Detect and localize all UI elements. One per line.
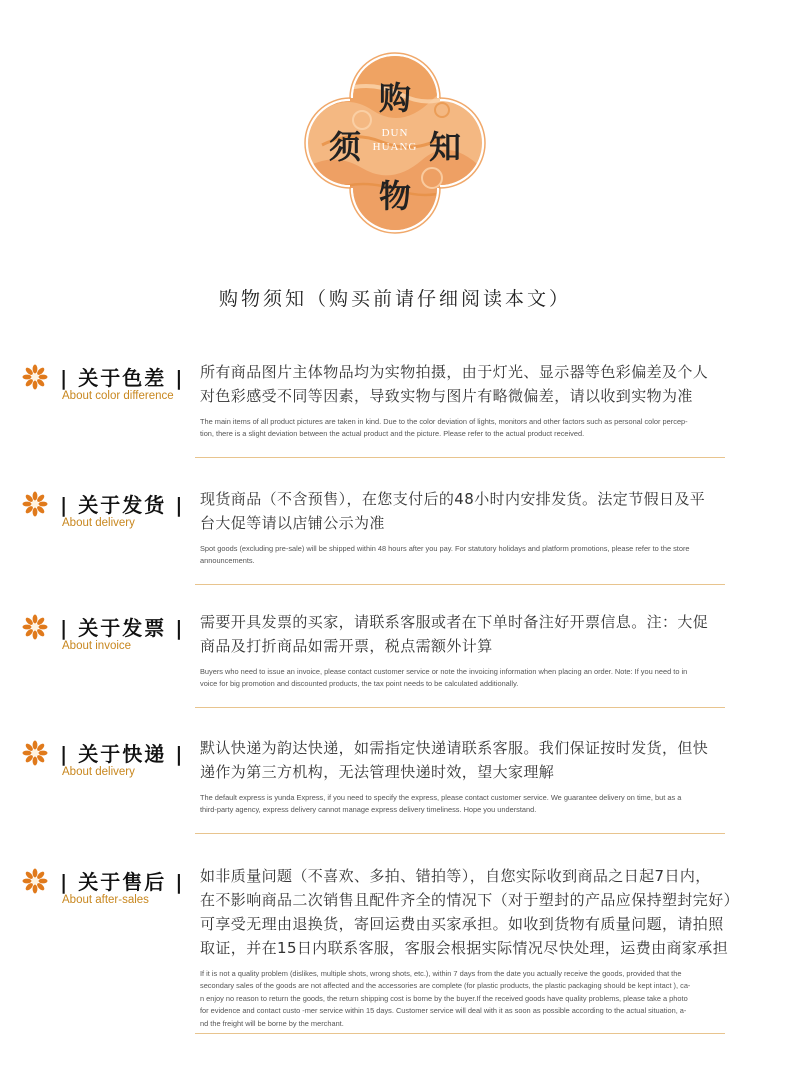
section-subtitle: About invoice bbox=[62, 640, 132, 652]
flower-icon bbox=[22, 740, 48, 766]
section-title: | 关于发货 | bbox=[60, 493, 185, 517]
section-subtitle: About after-sales bbox=[62, 894, 149, 906]
flower-icon bbox=[22, 364, 48, 390]
body-cn-line: 可享受无理由退换货，寄回运费由买家承担。如收到货物有质量问题，请拍照 bbox=[200, 915, 724, 933]
flower-icon bbox=[22, 491, 48, 517]
divider bbox=[195, 833, 725, 834]
logo-char-left: 须 bbox=[328, 128, 362, 166]
body-cn-line: 如非质量问题（不喜欢、多拍、错拍等），自您实际收到商品之日起7日内， bbox=[200, 867, 711, 885]
body-en-line: If it is not a quality problem (dislikes, multiple shots, wrong shots, etc.), within 7 days from the date you actually receive the goods, provided that the bbox=[200, 969, 682, 978]
body-en-line: The default express is yunda Express, if you need to specify the express, please contact customer service. We guarantee delivery on time, but as a bbox=[200, 793, 682, 802]
divider bbox=[195, 584, 725, 585]
section-subtitle: About delivery bbox=[62, 517, 135, 529]
section-title: | 关于售后 | bbox=[60, 870, 185, 894]
flower-icon bbox=[22, 868, 48, 894]
body-en-line: for evidence and contact custo -mer service within 15 days. Customer service will deal with it as soon as possible according to the actual situation, a- bbox=[200, 1006, 687, 1016]
section-title: | 关于色差 | bbox=[60, 366, 185, 390]
body-en-line: secondary sales of the goods are not affected and the accessories are complete (for plastic products, the plastic packaging should be kept intact ), ca- bbox=[200, 981, 691, 991]
body-cn-line: 在不影响商品二次销售且配件齐全的情况下（对于塑封的产品应保持塑封完好） bbox=[200, 891, 740, 909]
logo-char-top: 购 bbox=[378, 79, 412, 117]
body-en-line: The main items of all product pictures are taken in kind. Due to the color deviation of lights, monitors and other factors such as personal color percep- bbox=[200, 417, 688, 426]
logo-latin-line1: DUN bbox=[381, 127, 409, 139]
body-en bbox=[200, 968, 755, 1030]
page-title: 购物须知（购买前请仔细阅读本文） bbox=[218, 288, 571, 310]
body-en-line: third-party agency, express delivery cannot manage express delivery timeliness. Hope you understand. bbox=[200, 805, 537, 815]
body-en-line: n enjoy no reason to return the goods, the return shipping cost is borne by the buyer.If the received goods have quality problems, please take a photo bbox=[200, 993, 688, 1003]
body-cn-line: 对色彩感受不同等因素，导致实物与图片有略微偏差，请以收到实物为准 bbox=[200, 387, 693, 405]
body-cn-line: 现货商品（不含预售），在您支付后的48小时内安排发货。法定节假日及平 bbox=[200, 490, 706, 508]
body-cn-line: 取证，并在15日内联系客服，客服会根据实际情况尽快处理，运费由商家承担 bbox=[200, 939, 729, 957]
body-en-line: announcements. bbox=[200, 556, 255, 566]
body-cn-line: 商品及打折商品如需开票，税点需额外计算 bbox=[200, 637, 493, 655]
logo-graphic bbox=[302, 50, 488, 236]
body-en-line: tion, there is a slight deviation between the actual product and the picture. Please refer to the actual product received. bbox=[200, 429, 585, 439]
body-cn-line: 台大促等请以店铺公示为准 bbox=[200, 514, 385, 532]
section-body bbox=[200, 736, 770, 817]
section-body bbox=[200, 360, 770, 441]
body-en bbox=[200, 666, 755, 691]
section-title: | 关于快递 | bbox=[60, 742, 185, 766]
divider bbox=[195, 707, 725, 708]
divider bbox=[195, 457, 725, 458]
logo-char-right: 知 bbox=[428, 128, 462, 166]
body-en bbox=[200, 416, 755, 441]
body-en-line: nd the freight will be borne by the merchant. bbox=[200, 1018, 344, 1028]
logo-latin-line2: HUANG bbox=[372, 141, 418, 153]
body-en-line: Spot goods (excluding pre-sale) will be shipped within 48 hours after you pay. For statutory holidays and platform promotions, please refer to the store bbox=[200, 544, 690, 553]
body-en-line: voice for big promotion and discounted products, the tax point needs to be calculated additionally. bbox=[200, 679, 519, 689]
body-en bbox=[200, 543, 755, 568]
section-title: | 关于发票 | bbox=[60, 616, 185, 640]
section-body bbox=[200, 610, 770, 691]
divider bbox=[195, 1033, 725, 1034]
body-en bbox=[200, 792, 755, 817]
logo-char-bottom: 物 bbox=[378, 177, 412, 215]
body-cn-line: 需要开具发票的买家，请联系客服或者在下单时备注好开票信息。注：大促 bbox=[200, 613, 709, 631]
body-cn-line: 递作为第三方机构，无法管理快递时效，望大家理解 bbox=[200, 763, 555, 781]
section-body bbox=[200, 864, 770, 1030]
flower-icon bbox=[22, 614, 48, 640]
section-body bbox=[200, 487, 770, 568]
body-cn-line: 所有商品图片主体物品均为实物拍摄，由于灯光、显示器等色彩偏差及个人 bbox=[200, 363, 709, 381]
dunhuang-logo bbox=[302, 50, 488, 236]
section-subtitle: About delivery bbox=[62, 766, 135, 778]
section-subtitle: About color difference bbox=[62, 390, 174, 402]
body-cn-line: 默认快递为韵达快递，如需指定快递请联系客服。我们保证按时发货，但快 bbox=[200, 739, 709, 757]
body-en-line: Buyers who need to issue an invoice, please contact customer service or note the invoicing information when placing an order. Note: If you need to in bbox=[200, 667, 688, 676]
